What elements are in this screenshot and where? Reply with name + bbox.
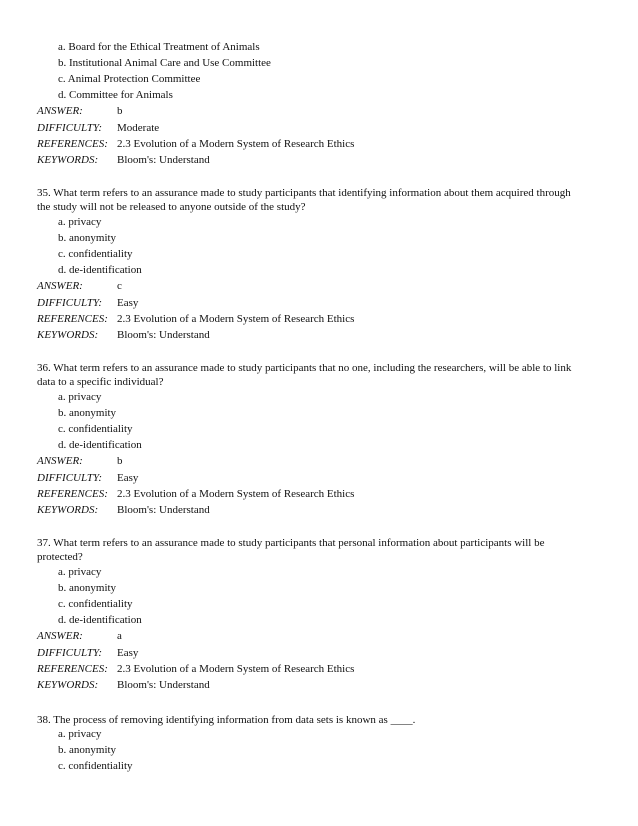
references-label: REFERENCES: xyxy=(37,138,108,150)
question-text-line-1: 38. The process of removing identifying information from data sets is known as ____. xyxy=(37,714,416,726)
option-b: b. anonymity xyxy=(58,744,117,756)
option-b: b. anonymity xyxy=(58,232,117,244)
difficulty-label: DIFFICULTY: xyxy=(37,472,103,484)
answer-label: ANSWER: xyxy=(37,105,83,117)
option-b: b. Institutional Animal Care and Use Committee xyxy=(58,57,271,69)
answer-value: b xyxy=(117,105,123,117)
option-c: c. confidentiality xyxy=(58,423,133,435)
option-c: c. confidentiality xyxy=(58,760,133,772)
references-value: 2.3 Evolution of a Modern System of Research Ethics xyxy=(117,138,355,150)
question-text-line-1: 36. What term refers to an assurance made to study participants that no one, including the researchers, will be able to link xyxy=(37,362,572,374)
option-a: a. privacy xyxy=(58,391,102,403)
references-value: 2.3 Evolution of a Modern System of Research Ethics xyxy=(117,663,355,675)
option-a: a. privacy xyxy=(58,566,102,578)
difficulty-label: DIFFICULTY: xyxy=(37,647,103,659)
difficulty-value: Easy xyxy=(117,647,139,659)
references-value: 2.3 Evolution of a Modern System of Research Ethics xyxy=(117,488,355,500)
answer-label: ANSWER: xyxy=(37,630,83,642)
question-text-line-1: 35. What term refers to an assurance made to study participants that identifying information about them acquired through xyxy=(37,187,571,199)
option-a: a. privacy xyxy=(58,728,102,740)
keywords-value: Bloom's: Understand xyxy=(117,154,210,166)
keywords-value: Bloom's: Understand xyxy=(117,504,210,516)
option-d: d. de-identification xyxy=(58,439,142,451)
question-text-line-2: the study will not be released to anyone outside of the study? xyxy=(37,201,306,213)
option-b: b. anonymity xyxy=(58,582,117,594)
answer-value: b xyxy=(117,455,123,467)
answer-value: a xyxy=(117,630,122,642)
question-text-line-2: data to a specific individual? xyxy=(37,376,164,388)
keywords-label: KEYWORDS: xyxy=(37,154,99,166)
difficulty-value: Easy xyxy=(117,472,139,484)
difficulty-value: Moderate xyxy=(117,122,160,134)
question-text-line-2: protected? xyxy=(37,551,83,563)
references-value: 2.3 Evolution of a Modern System of Research Ethics xyxy=(117,313,355,325)
keywords-label: KEYWORDS: xyxy=(37,504,99,516)
references-label: REFERENCES: xyxy=(37,313,108,325)
option-a: a. Board for the Ethical Treatment of Animals xyxy=(58,41,260,53)
option-c: c. confidentiality xyxy=(58,598,133,610)
keywords-value: Bloom's: Understand xyxy=(117,329,210,341)
keywords-label: KEYWORDS: xyxy=(37,329,99,341)
option-d: d. de-identification xyxy=(58,614,142,626)
references-label: REFERENCES: xyxy=(37,663,108,675)
answer-label: ANSWER: xyxy=(37,455,83,467)
answer-label: ANSWER: xyxy=(37,280,83,292)
option-b: b. anonymity xyxy=(58,407,117,419)
question-text-line-1: 37. What term refers to an assurance made to study participants that personal information about participants will be xyxy=(37,537,545,549)
difficulty-value: Easy xyxy=(117,297,139,309)
difficulty-label: DIFFICULTY: xyxy=(37,297,103,309)
option-c: c. Animal Protection Committee xyxy=(58,73,201,85)
answer-value: c xyxy=(117,280,122,292)
difficulty-label: DIFFICULTY: xyxy=(37,122,103,134)
references-label: REFERENCES: xyxy=(37,488,108,500)
option-d: d. de-identification xyxy=(58,264,142,276)
option-d: d. Committee for Animals xyxy=(58,89,173,101)
option-a: a. privacy xyxy=(58,216,102,228)
option-c: c. confidentiality xyxy=(58,248,133,260)
keywords-value: Bloom's: Understand xyxy=(117,679,210,691)
keywords-label: KEYWORDS: xyxy=(37,679,99,691)
